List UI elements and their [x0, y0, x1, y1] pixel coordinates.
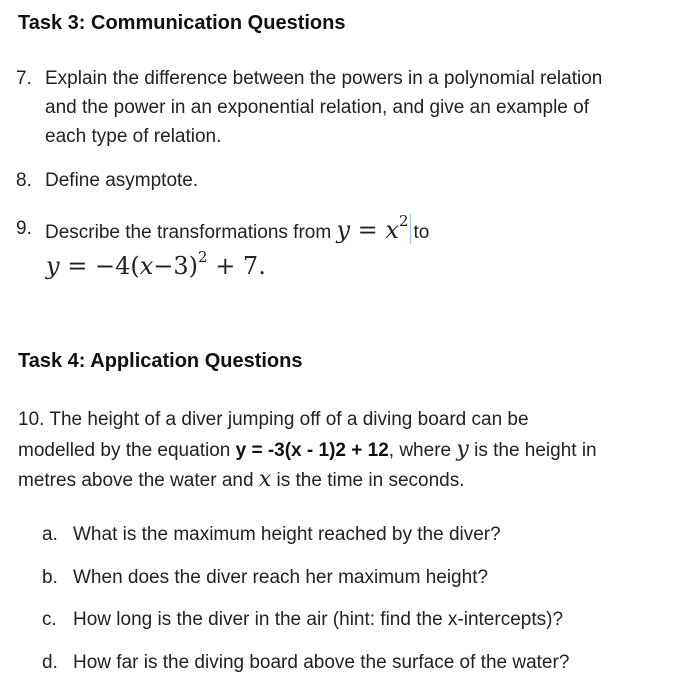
equation-part: + 12: [345, 439, 389, 461]
question-9-lead: Describe the transformations from: [45, 222, 332, 243]
subquestion-letter: b.: [42, 567, 58, 588]
subquestion-text: When does the diver reach her maximum height?: [73, 567, 489, 588]
subquestion-letter: d.: [42, 652, 58, 673]
transformed-function-equation: [46, 248, 266, 284]
question-9-line1: [45, 214, 429, 248]
math-equals: =: [357, 216, 378, 244]
question-7-line1: Explain the difference between the powers in a polynomial relation: [45, 68, 603, 89]
question-9: [16, 214, 676, 294]
question-10-number: 10.: [18, 409, 45, 430]
question-10-text: modelled by the equation: [18, 439, 231, 461]
math-var-x: x: [139, 252, 154, 280]
question-7: [16, 64, 676, 154]
math-equals: =: [67, 252, 88, 280]
question-10-line1: [18, 405, 678, 435]
task4-heading: Task 4: Application Questions: [18, 350, 303, 372]
question-10: [18, 405, 678, 496]
question-7-text: [45, 64, 602, 151]
subquestion-letter: a.: [42, 524, 58, 545]
question-10-text: The height of a diver jumping off of a diving board can be: [49, 409, 529, 430]
math-var-y: y: [46, 252, 60, 280]
question-10-line3: [18, 465, 678, 496]
question-10-line2: [18, 435, 678, 466]
subquestion-text: What is the maximum height reached by the diver?: [73, 524, 501, 545]
subquestion-text: How long is the diver in the air (hint: find the x-intercepts)?: [73, 609, 564, 630]
question-8-number: 8.: [16, 170, 32, 191]
math-var-x: x: [385, 216, 399, 244]
question-9-number: 9.: [16, 218, 32, 239]
math-exponent: 2: [198, 248, 208, 266]
subquestion-a: [42, 524, 501, 546]
math-exponent: 2: [398, 212, 409, 230]
question-7-line3: each type of relation.: [45, 126, 222, 147]
question-10-text: is the height in: [474, 439, 597, 461]
diver-height-equation: [236, 440, 389, 461]
math-vertical-shift: + 7.: [215, 252, 266, 280]
math-shift: −3): [153, 252, 198, 280]
subquestion-letter: c.: [42, 609, 57, 630]
task3-heading: Task 3: Communication Questions: [18, 12, 346, 34]
question-7-number: 7.: [16, 68, 32, 89]
math-var-y: y: [456, 436, 469, 462]
subquestion-text: How far is the diving board above the surface of the water?: [73, 652, 570, 673]
text-cursor: [410, 214, 411, 244]
question-10-text: metres above the water and: [18, 470, 254, 491]
subquestion-c: [42, 609, 563, 631]
math-var-x: x: [258, 467, 272, 492]
subquestion-b: [42, 567, 488, 589]
question-8: [16, 166, 676, 196]
question-10-text: , where: [388, 439, 452, 461]
math-coefficient: −4(: [94, 252, 140, 280]
question-7-line2: and the power in an exponential relation, and give an example of: [45, 97, 589, 118]
parent-function-equation: [336, 212, 409, 244]
question-8-text: Define asymptote.: [45, 170, 199, 191]
equation-exponent: 2: [335, 439, 346, 461]
subquestion-d: [42, 652, 569, 674]
equation-part: y = -3(x - 1): [235, 439, 336, 461]
question-9-to-word: to: [413, 222, 430, 243]
question-10-text: is the time in seconds.: [276, 470, 465, 491]
math-var-y: y: [336, 216, 351, 244]
